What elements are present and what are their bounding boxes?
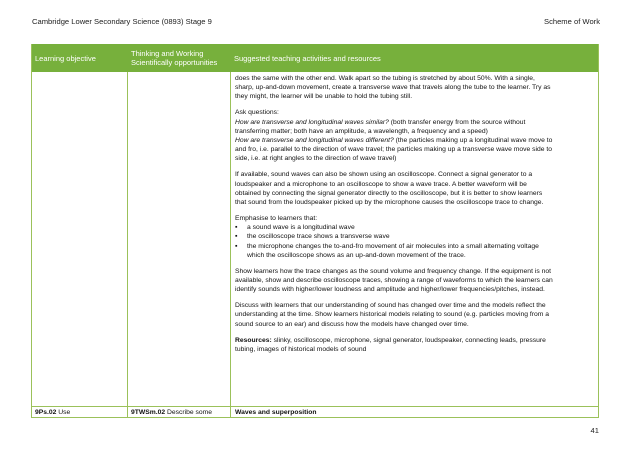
- question-1-continued: transferring matter; both have an amplitude, a wavelength, a frequency and a speed): [235, 127, 488, 135]
- question-2-continued: and fro, i.e. parallel to the direction of wave travel; the particles making up a transverse wave move side to: [235, 146, 553, 154]
- paragraph-line: loudspeaker and a microphone to an oscilloscope to show a wave trace. A better waveform will be: [235, 180, 527, 188]
- emphasis-bullet-list: [235, 223, 597, 251]
- paragraph-line: Show learners how the trace changes as the sound volume and frequency change. If the equipment is not: [235, 267, 551, 275]
- document-header-section: Scheme of Work: [544, 17, 600, 26]
- paragraph-line: they might, the learner will be unable to hold the tubing still.: [235, 93, 413, 101]
- teaching-activities-cell: [235, 74, 597, 354]
- paragraph-line: identify sounds with higher/lower loudness and amplitude and higher/lower frequencies/pitches, instead.: [235, 286, 545, 294]
- question-2-italic: How are transverse and longitudinal waves different?: [235, 137, 394, 145]
- column-header-teaching-activities: Suggested teaching activities and resources: [234, 53, 381, 63]
- learning-objective-cell: 9Ps.02 Use: [35, 409, 71, 416]
- column-header-learning-objective: Learning objective: [35, 53, 96, 63]
- paragraph-line: does the same with the other end. Walk apart so the tubing is stretched by about 50%. With a single,: [235, 75, 535, 82]
- paragraph-line: sharp, up-and-down movement, create a transverse wave that travels along the tube to the learner. Try as: [235, 84, 551, 92]
- scheme-of-work-table: [31, 44, 599, 418]
- document-header-title: Cambridge Lower Secondary Science (0893) Stage 9: [32, 17, 212, 26]
- objective-code: 9Ps.02: [35, 409, 57, 416]
- emphasise-heading: Emphasise to learners that:: [235, 215, 318, 223]
- question-1: How are transverse and longitudinal waves similar? (both transfer energy from the source without: [235, 118, 526, 126]
- table-header-row: [32, 44, 598, 72]
- activity-heading: Waves and superposition: [235, 409, 317, 416]
- question-2: How are transverse and longitudinal waves different? (the particles making up a longitudinal wave move to: [235, 137, 553, 145]
- column-header-thinking-working: Thinking and Working Scientifically opportunities: [131, 49, 218, 67]
- question-1-italic: How are transverse and longitudinal waves similar?: [235, 118, 389, 126]
- bullet-item: ▪ a sound wave is a longitudinal wave: [235, 223, 597, 232]
- paragraph-line: obtained by connecting the signal generator directly to the oscilloscope, but it is better to show learners: [235, 189, 543, 197]
- resources-label: Resources:: [235, 336, 272, 344]
- question-2-continued: side, i.e. at right angles to the direction of wave travel): [235, 155, 397, 163]
- paragraph-line: available, show and describe oscilloscope traces, showing a range of waveforms to which the learners can: [235, 277, 553, 285]
- tws-cell: 9TWSm.02 Describe some: [131, 409, 213, 416]
- page-number: 41: [590, 426, 599, 435]
- paragraph-line: understanding at the time. Show learners historical models relating to sound (e.g. particles moving from a: [235, 311, 550, 319]
- resources-line: Resources: slinky, oscilloscope, microphone, signal generator, loudspeaker, connecting leads, pressure: [235, 336, 546, 344]
- paragraph-line: sound source to an ear) and discuss how the models have changed over time.: [235, 320, 469, 328]
- bullet-item: ▪ the oscilloscope trace shows a transverse wave: [235, 232, 597, 241]
- column-divider: [127, 72, 128, 418]
- ask-questions-heading: Ask questions:: [235, 109, 279, 117]
- column-divider: [230, 72, 231, 418]
- paragraph-line: If available, sound waves can also be shown using an oscilloscope. Connect a signal generator to a: [235, 171, 533, 179]
- resources-continued: tubing, images of historical models of sound: [235, 345, 367, 353]
- paragraph-line: Discuss with learners that our understanding of sound has changed over time and the models reflect the: [235, 302, 546, 310]
- row-divider: [32, 406, 598, 407]
- tws-code: 9TWSm.02: [131, 409, 166, 416]
- bullet-item-continued: which the oscilloscope shows as an up-and-down movement of the trace.: [247, 251, 466, 259]
- bullet-item: ▪ the microphone changes the to-and-fro movement of air molecules into a small alternating voltage: [235, 242, 597, 251]
- paragraph-line: that sound from the loudspeaker picked up by the microphone causes the oscilloscope trace to change.: [235, 199, 544, 207]
